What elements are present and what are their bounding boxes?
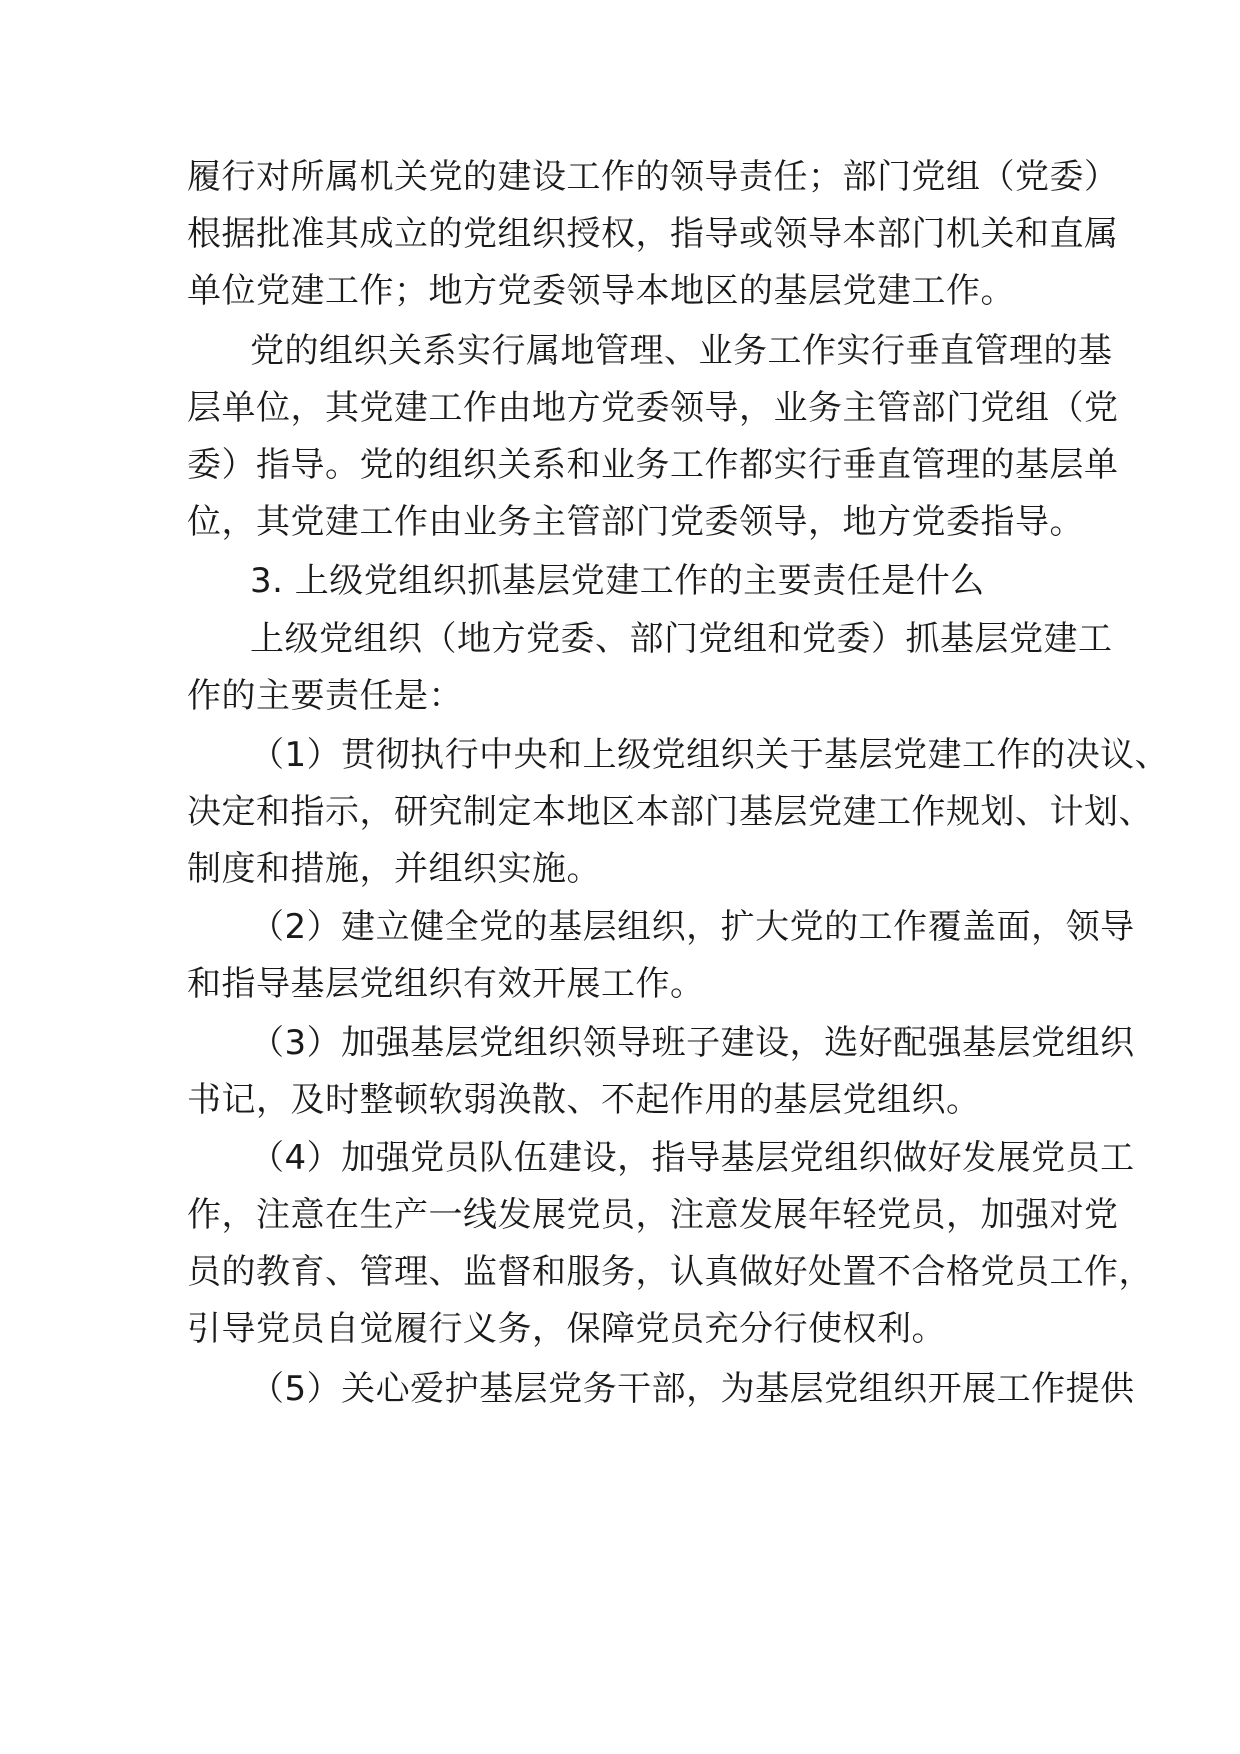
text-line: 作的主要责任是： (187, 676, 463, 716)
list-item-start-line: （3）加强基层党组织领导班子建设，选好配强基层党组织 (250, 1023, 1135, 1063)
list-item-start-line: （4）加强党员队伍建设，指导基层党组织做好发展党员工 (250, 1138, 1135, 1178)
text-line: 位，其党建工作由业务主管部门党委领导，地方党委指导。 (187, 502, 1084, 542)
text-line: 员的教育、管理、监督和服务，认真做好处置不合格党员工作， (187, 1252, 1153, 1292)
text-line: 制度和措施，并组织实施。 (187, 849, 601, 889)
text-line: 单位党建工作；地方党委领导本地区的基层党建工作。 (187, 271, 1015, 311)
text-line: 作，注意在生产一线发展党员，注意发展年轻党员，加强对党 (187, 1195, 1119, 1235)
text-line: 委）指导。党的组织关系和业务工作都实行垂直管理的基层单 (187, 445, 1119, 485)
text-line: 和指导基层党组织有效开展工作。 (187, 964, 705, 1004)
text-line: 书记，及时整顿软弱涣散、不起作用的基层党组织。 (187, 1080, 981, 1120)
text-line: 层单位，其党建工作由地方党委领导，业务主管部门党组（党 (187, 388, 1119, 428)
text-line: 决定和指示，研究制定本地区本部门基层党建工作规划、计划、 (187, 792, 1153, 832)
section-heading: 3. 上级党组织抓基层党建工作的主要责任是什么 (250, 561, 985, 601)
paragraph-start-line: 党的组织关系实行属地管理、业务工作实行垂直管理的基 (250, 331, 1113, 371)
list-item-start-line: （5）关心爱护基层党务干部，为基层党组织开展工作提供 (250, 1369, 1135, 1409)
paragraph-start-line: 上级党组织（地方党委、部门党组和党委）抓基层党建工 (250, 619, 1113, 659)
text-line: 引导党员自觉履行义务，保障党员充分行使权利。 (187, 1309, 946, 1349)
list-item-start-line: （2）建立健全党的基层组织，扩大党的工作覆盖面，领导 (250, 907, 1135, 947)
text-line: 履行对所属机关党的建设工作的领导责任；部门党组（党委） (187, 157, 1119, 197)
list-item-start-line: （1）贯彻执行中央和上级党组织关于基层党建工作的决议、 (250, 735, 1170, 775)
text-line: 根据批准其成立的党组织授权，指导或领导本部门机关和直属 (187, 214, 1119, 254)
